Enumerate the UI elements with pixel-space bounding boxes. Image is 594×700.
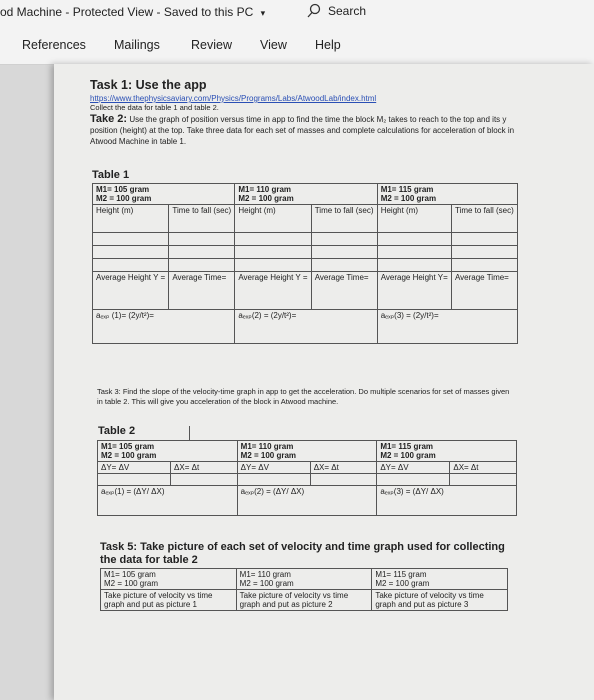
ribbon-tabs — [0, 26, 594, 65]
table-row — [93, 246, 518, 259]
table-cell: ΔY= ΔV — [98, 462, 171, 474]
table2-caption: Table 2 — [98, 425, 136, 437]
table-cell: Time to fall (sec) — [451, 205, 517, 233]
table-cell: aₑₓₚ(3) = (2y/t²)= — [377, 310, 517, 344]
task2-instruction — [90, 114, 530, 147]
search-box[interactable] — [306, 1, 424, 21]
table-cell: Height (m) — [235, 205, 311, 233]
table1-caption: Table 1 — [92, 169, 130, 181]
table-cell: M1= 115 gram M2 = 100 gram — [377, 441, 517, 462]
table-row — [98, 486, 517, 516]
table-3 — [100, 568, 508, 611]
table-row — [101, 590, 508, 611]
tab-help[interactable]: Help — [315, 38, 341, 52]
collect-instruction: Collect the data for table 1 and table 2. — [90, 103, 219, 112]
table-cell: Average Time= — [169, 272, 235, 310]
table-row — [93, 205, 518, 233]
window-title-text: od Machine - Protected View - Saved to this PC — [0, 5, 254, 19]
table-cell: Height (m) — [377, 205, 451, 233]
task2-lead: Take 2: — [90, 113, 128, 125]
table-cell: ΔY= ΔV — [377, 462, 450, 474]
search-label: Search — [328, 4, 367, 18]
table-cell: ΔX= Δt — [450, 462, 517, 474]
table-cell: M1= 115 gram M2 = 100 gram — [372, 569, 508, 590]
table-row — [93, 184, 518, 205]
table-cell: Average Height Y= — [377, 272, 451, 310]
table-row — [93, 259, 518, 272]
table-cell: Average Height Y = — [93, 272, 169, 310]
search-icon — [306, 3, 322, 19]
window-title — [0, 5, 265, 19]
title-bar — [0, 0, 594, 26]
task2-text: Use the graph of position versus time in app to find the time the block M₂ takes to reach to the top and its y position (height) at the top. Take three data for each set of masses and complete calculations for acceleration of block in Atwood Machine in table 1. — [90, 115, 515, 146]
table-cell: Time to fall (sec) — [311, 205, 377, 233]
table-cell: M1= 105 gram M2 = 100 gram — [93, 184, 235, 205]
table-row — [101, 569, 508, 590]
chevron-down-icon[interactable]: ▾ — [260, 8, 266, 18]
task3-instruction: Task 3: Find the slope of the velocity-time graph in app to get the acceleration. Do multiple scenarios for set of masses given in table 2. This will give you acceleration of the block in Atwood machine. — [97, 387, 510, 406]
table-cell: Take picture of velocity vs time graph and put as picture 3 — [372, 590, 508, 611]
table-cell: M1= 110 gram M2 = 100 gram — [236, 569, 372, 590]
table-cell: aₑₓₚ(3) = (ΔY/ ΔX) — [377, 486, 517, 516]
tab-view[interactable]: View — [260, 38, 287, 52]
table-cell: M1= 110 gram M2 = 100 gram — [235, 184, 377, 205]
table-cell: Height (m) — [93, 205, 169, 233]
table-row — [93, 272, 518, 310]
table-cell: Take picture of velocity vs time graph and put as picture 2 — [236, 590, 372, 611]
table-cell: Average Time= — [311, 272, 377, 310]
table-cell: Average Time= — [451, 272, 517, 310]
tab-review[interactable]: Review — [191, 38, 232, 52]
table-cell: aₑₓₚ(2) = (2y/t²)= — [235, 310, 377, 344]
table-cell: aₑₓₚ(1) = (ΔY/ ΔX) — [98, 486, 238, 516]
table-row — [98, 441, 517, 462]
tab-references[interactable]: References — [22, 38, 86, 52]
table-cell: Take picture of velocity vs time graph and put as picture 1 — [101, 590, 237, 611]
table-row — [98, 474, 517, 486]
document-body — [90, 78, 530, 147]
text-cursor — [189, 426, 196, 440]
table-cell: Average Height Y = — [235, 272, 311, 310]
table-row — [93, 310, 518, 344]
table-cell: ΔX= Δt — [171, 462, 238, 474]
table-cell: ΔX= Δt — [310, 462, 377, 474]
table-1 — [92, 183, 518, 344]
table-cell: M1= 105 gram M2 = 100 gram — [101, 569, 237, 590]
table-cell: aₑₓₚ (1)= (2y/t²)= — [93, 310, 235, 344]
table-cell: M1= 115 gram M2 = 100 gram — [377, 184, 517, 205]
table-cell: M1= 105 gram M2 = 100 gram — [98, 441, 238, 462]
task1-heading: Task 1: Use the app — [90, 78, 207, 92]
table-cell: M1= 110 gram M2 = 100 gram — [237, 441, 377, 462]
table-row — [98, 462, 517, 474]
table-row — [93, 233, 518, 246]
task5-instruction: Task 5: Take picture of each set of velocity and time graph used for collecting the data for table 2 — [100, 541, 505, 566]
app-link[interactable]: https://www.thephysicsaviary.com/Physics/Programs/Labs/AtwoodLab/index.html — [90, 94, 377, 103]
table-cell: ΔY= ΔV — [237, 462, 310, 474]
table-cell: aₑₓₚ(2) = (ΔY/ ΔX) — [237, 486, 377, 516]
table-cell: Time to fall (sec) — [169, 205, 235, 233]
table-2 — [97, 440, 517, 516]
tab-mailings[interactable]: Mailings — [114, 38, 160, 52]
